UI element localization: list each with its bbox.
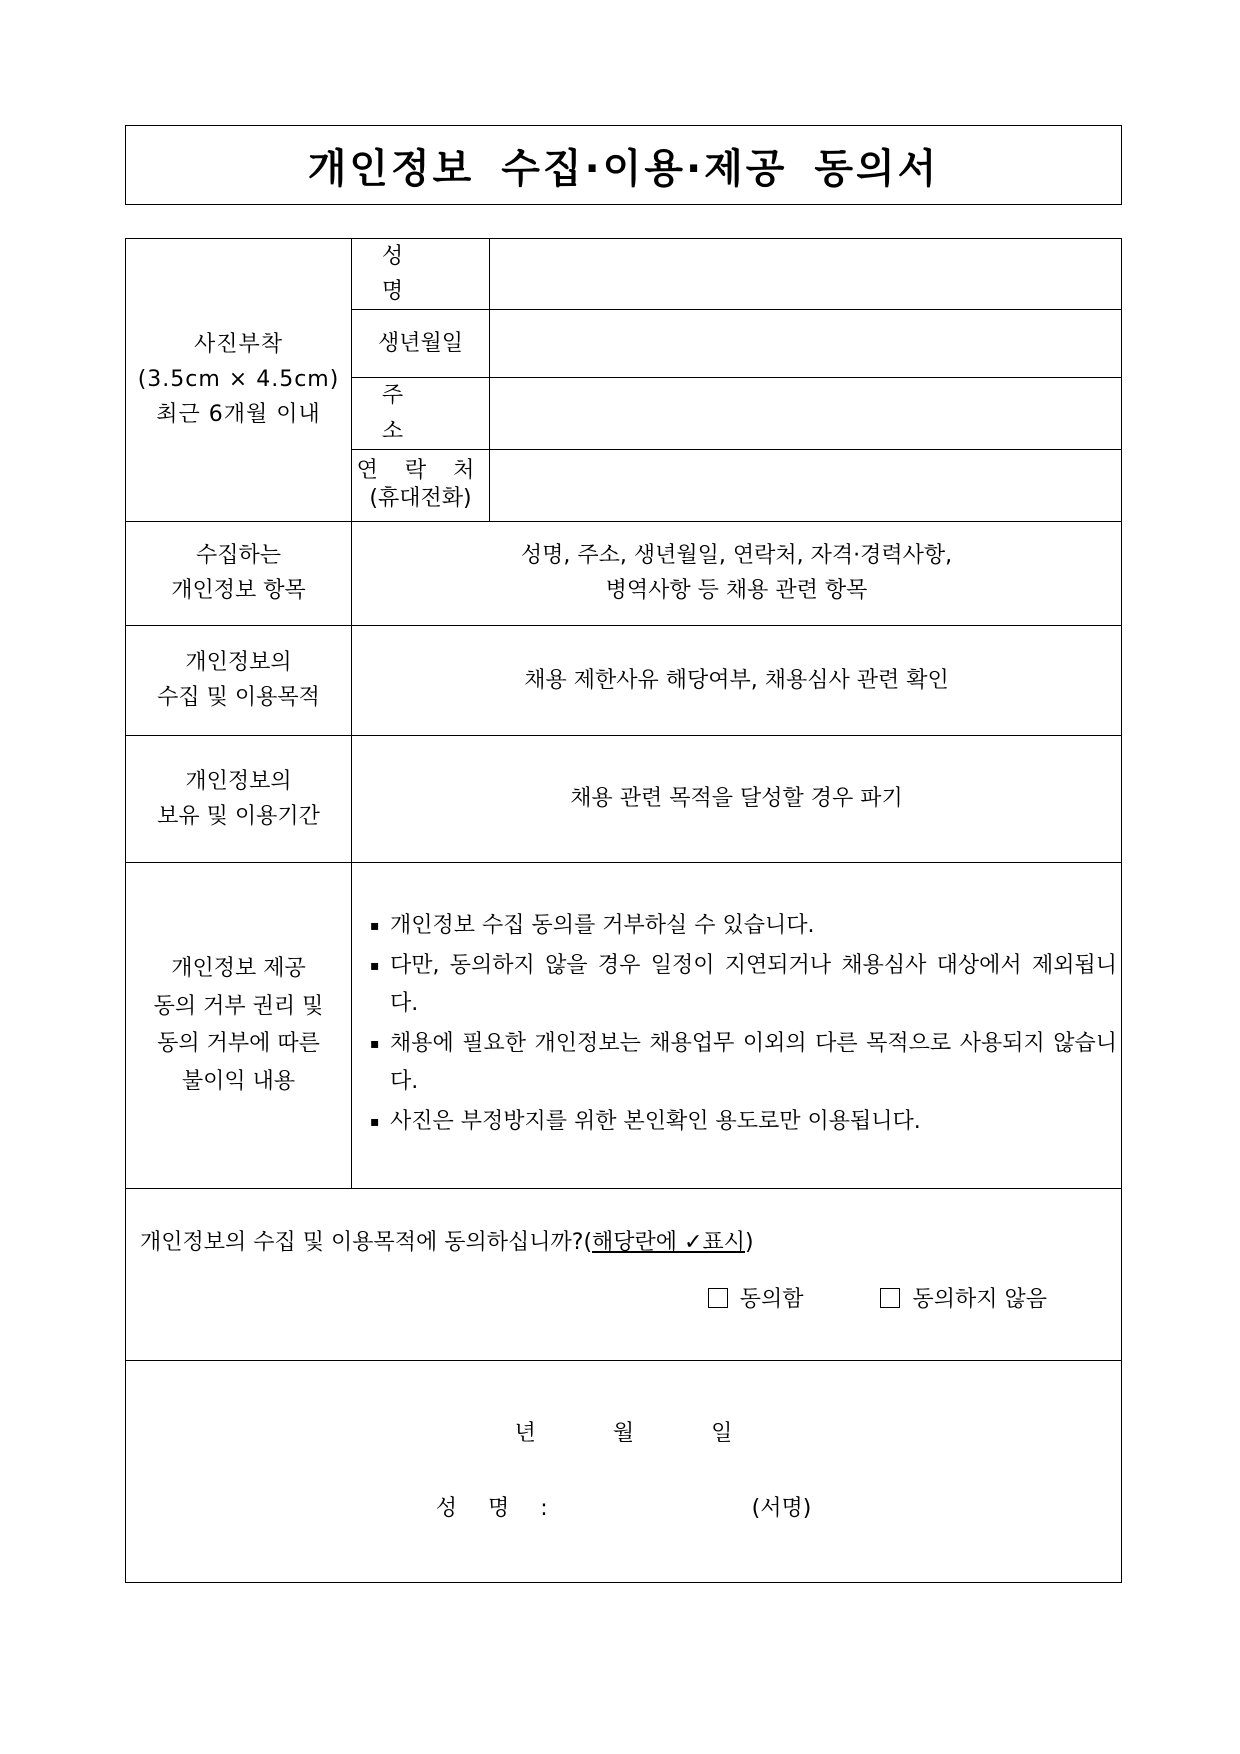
items-value-2: 병역사항 등 채용 관련 항목 bbox=[605, 578, 868, 604]
consent-form-table bbox=[125, 238, 1122, 1583]
period-value: 채용 관련 목적을 달성할 경우 파기 bbox=[352, 735, 1122, 862]
bullet-icon: ▪ bbox=[370, 1036, 380, 1053]
signature-cell bbox=[126, 1360, 1122, 1582]
contact-field[interactable] bbox=[490, 449, 1122, 521]
consent-hint: 해당란에 ✓표시 bbox=[592, 1229, 745, 1255]
purpose-label-2: 수집 및 이용목적 bbox=[157, 685, 320, 711]
bullet-text: 다만, 동의하지 않을 경우 일정이 지연되거나 채용심사 대상에서 제외됩니다. bbox=[390, 953, 1117, 1017]
photo-attach-area bbox=[126, 239, 352, 522]
period-label-1: 개인정보의 bbox=[185, 768, 292, 794]
items-value-1: 성명, 주소, 생년월일, 연락처, 자격·경력사항, bbox=[520, 543, 953, 569]
disagree-label: 동의하지 않음 bbox=[912, 1286, 1047, 1312]
photo-recency: 최근 6개월 이내 bbox=[156, 402, 321, 428]
contact-label-cell bbox=[352, 449, 490, 521]
list-item bbox=[370, 1103, 1117, 1141]
period-label-2: 보유 및 이용기간 bbox=[157, 803, 320, 829]
bullet-text: 채용에 필요한 개인정보는 채용업무 이외의 다른 목적으로 사용되지 않습니다. bbox=[390, 1031, 1117, 1095]
list-item bbox=[370, 947, 1117, 1023]
refusal-label-cell bbox=[126, 862, 352, 1188]
purpose-value: 채용 제한사유 해당여부, 채용심사 관련 확인 bbox=[352, 625, 1122, 735]
bullet-icon: ▪ bbox=[370, 918, 380, 935]
disagree-checkbox[interactable] bbox=[880, 1288, 900, 1308]
purpose-label-cell bbox=[126, 625, 352, 735]
consent-question bbox=[140, 1225, 1107, 1260]
list-item bbox=[370, 907, 1117, 945]
refusal-label-2: 동의 거부 권리 및 bbox=[153, 993, 324, 1019]
signer-name-label: 성 명 : bbox=[435, 1495, 548, 1521]
items-label-2: 개인정보 항목 bbox=[171, 578, 306, 604]
birth-label: 생년월일 bbox=[352, 310, 490, 378]
signer-line bbox=[126, 1491, 1121, 1526]
items-label-cell bbox=[126, 521, 352, 625]
bullet-text: 개인정보 수집 동의를 거부하실 수 있습니다. bbox=[390, 913, 815, 939]
disagree-option[interactable] bbox=[880, 1282, 1047, 1317]
refusal-label-4: 불이익 내용 bbox=[181, 1068, 296, 1094]
refusal-label-1: 개인정보 제공 bbox=[171, 956, 306, 982]
sign-label: (서명) bbox=[751, 1495, 812, 1521]
name-label: 성 명 bbox=[352, 239, 490, 310]
items-label-1: 수집하는 bbox=[195, 543, 281, 569]
agree-option[interactable] bbox=[708, 1282, 804, 1317]
refusal-bullet-list bbox=[370, 907, 1117, 1141]
consent-close: ) bbox=[744, 1229, 754, 1255]
address-field[interactable] bbox=[490, 378, 1122, 449]
list-item bbox=[370, 1025, 1117, 1101]
photo-label: 사진부착 bbox=[193, 332, 283, 358]
consent-options bbox=[140, 1282, 1107, 1317]
date-line: 년 월 일 bbox=[514, 1420, 733, 1446]
agree-label: 동의함 bbox=[739, 1286, 804, 1312]
contact-sublabel: (휴대전화) bbox=[369, 486, 472, 512]
bullet-icon: ▪ bbox=[370, 958, 380, 975]
bullet-text: 사진은 부정방지를 위한 본인확인 용도로만 이용됩니다. bbox=[390, 1109, 921, 1135]
refusal-label-3: 동의 거부에 따른 bbox=[157, 1031, 320, 1057]
title-box bbox=[125, 125, 1122, 205]
refusal-bullets-cell bbox=[352, 862, 1122, 1188]
items-value-cell bbox=[352, 521, 1122, 625]
document-title: 개인정보 수집·이용·제공 동의서 bbox=[307, 145, 940, 192]
address-label: 주 소 bbox=[352, 378, 490, 449]
consent-cell bbox=[126, 1188, 1122, 1360]
purpose-label-1: 개인정보의 bbox=[185, 650, 292, 676]
photo-size: (3.5cm × 4.5cm) bbox=[137, 367, 340, 393]
consent-question-text: 개인정보의 수집 및 이용목적에 동의하십니까?( bbox=[140, 1229, 593, 1255]
agree-checkbox[interactable] bbox=[708, 1288, 728, 1308]
birth-field[interactable] bbox=[490, 310, 1122, 378]
contact-label: 연 락 처 bbox=[356, 457, 485, 483]
bullet-icon: ▪ bbox=[370, 1114, 380, 1131]
name-field[interactable] bbox=[490, 239, 1122, 310]
period-label-cell bbox=[126, 735, 352, 862]
